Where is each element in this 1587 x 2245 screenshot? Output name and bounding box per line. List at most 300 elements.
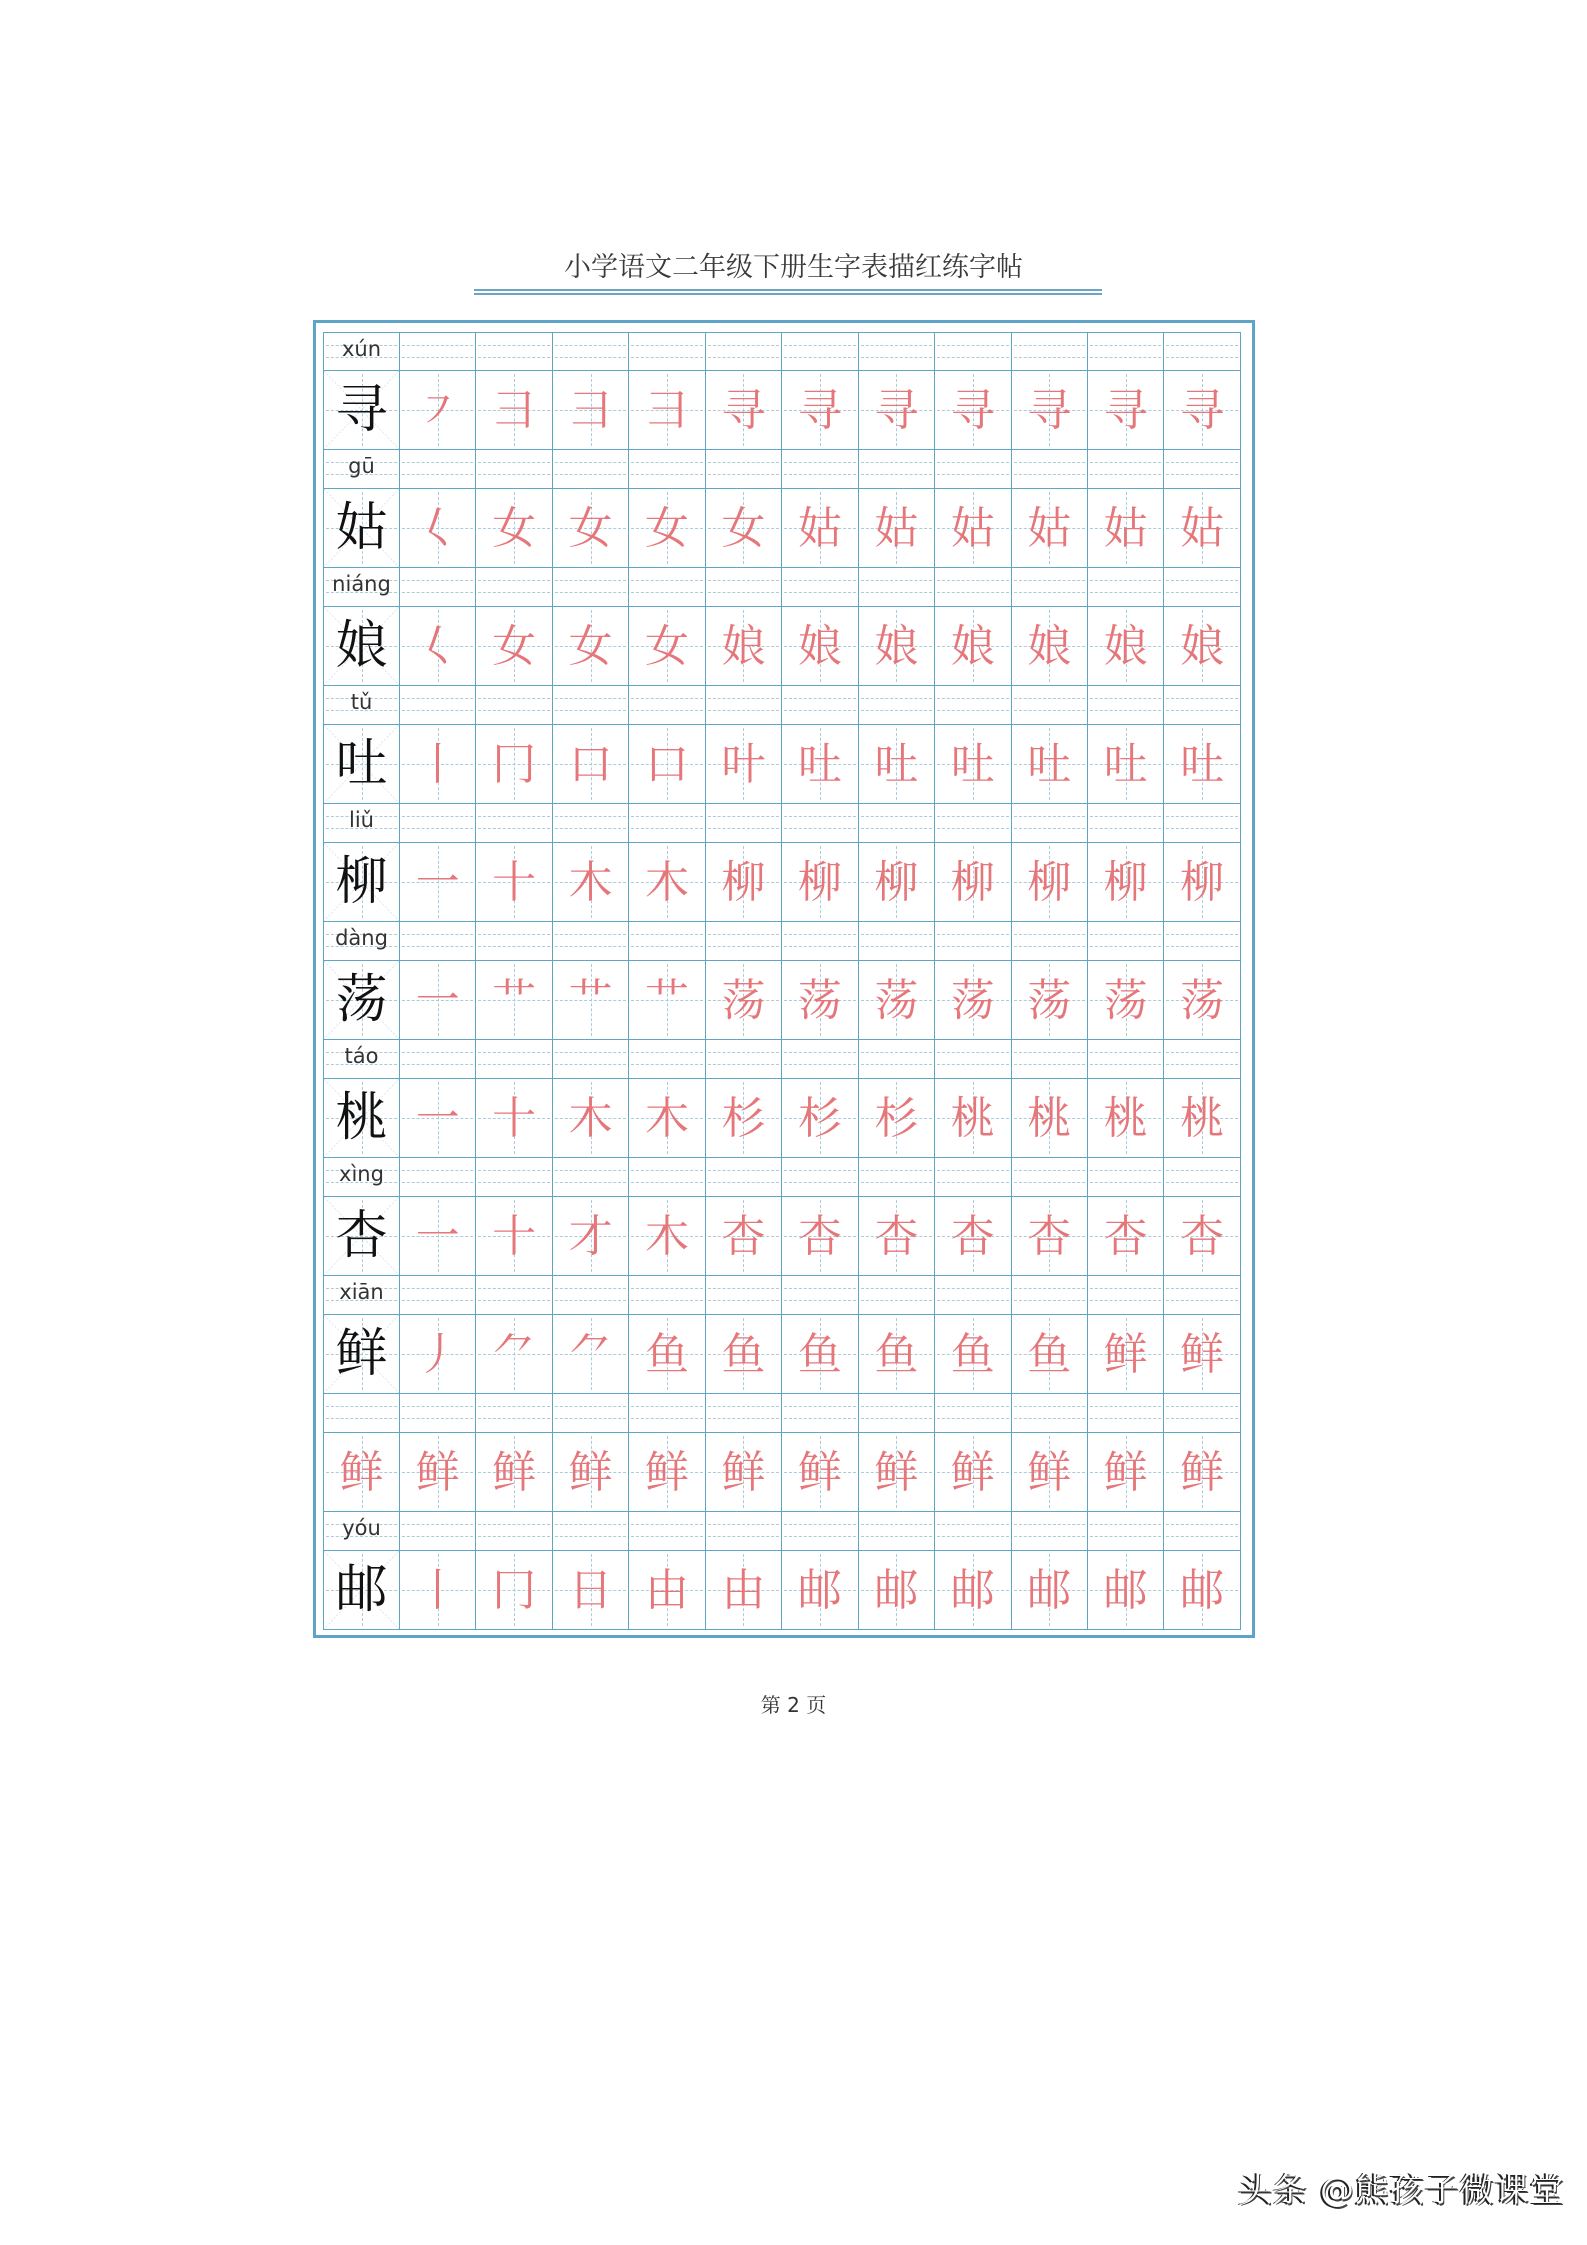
stroke-step-character: 女 — [645, 621, 690, 672]
pinyin-blank-cell — [1012, 804, 1088, 843]
trace-cell — [629, 607, 705, 686]
pinyin-blank-cell — [1012, 1512, 1088, 1551]
stroke-step-character: 荡 — [950, 975, 995, 1026]
stroke-step-character: 才 — [568, 1211, 613, 1262]
title-underline — [474, 289, 1102, 295]
pinyin-blank-cell — [1088, 1276, 1164, 1315]
pinyin-blank-cell — [1164, 1158, 1240, 1197]
pinyin-blank-cell — [782, 1394, 858, 1433]
trace-cell — [859, 1197, 935, 1276]
pinyin-blank-cell — [1012, 332, 1088, 371]
stroke-step-character: 吐 — [1103, 739, 1148, 790]
trace-cell — [400, 843, 476, 922]
pinyin-blank-cell — [706, 804, 782, 843]
pinyin-blank-cell — [476, 450, 552, 489]
model-character: 吐 — [335, 734, 388, 794]
trace-cell — [476, 1433, 552, 1512]
pinyin-blank-cell — [476, 804, 552, 843]
stroke-step-character: ⺕ — [492, 385, 537, 436]
stroke-step-character: 杏 — [1027, 1211, 1072, 1262]
pinyin-row — [323, 686, 1241, 725]
trace-cell — [782, 1315, 858, 1394]
stroke-step-character: 丿 — [415, 1329, 460, 1380]
pinyin-blank-cell — [935, 922, 1011, 961]
stroke-step-character: 𡿨 — [415, 621, 460, 672]
trace-cell — [1012, 1197, 1088, 1276]
stroke-step-character: 鲜 — [1027, 1447, 1072, 1498]
trace-cell — [400, 371, 476, 450]
trace-cell — [629, 1433, 705, 1512]
stroke-step-character: 荡 — [1103, 975, 1148, 1026]
pinyin-blank-cell — [1088, 922, 1164, 961]
trace-cell — [859, 1551, 935, 1630]
trace-cell — [782, 961, 858, 1040]
stroke-step-character: 姑 — [1103, 503, 1148, 554]
pinyin-blank-cell — [1164, 1276, 1240, 1315]
pinyin-blank-cell — [553, 1394, 629, 1433]
pinyin-blank-cell — [1164, 568, 1240, 607]
pinyin-blank-cell — [935, 1394, 1011, 1433]
pinyin-blank-cell — [859, 1158, 935, 1197]
pinyin-blank-cell — [629, 568, 705, 607]
character-row — [323, 371, 1241, 450]
trace-cell — [476, 1315, 552, 1394]
stroke-step-character: 吐 — [950, 739, 995, 790]
pinyin-label: tǔ — [350, 690, 373, 714]
stroke-step-character: 吐 — [797, 739, 842, 790]
stroke-step-character: 邮 — [1027, 1565, 1072, 1616]
pinyin-blank-cell — [400, 1512, 476, 1551]
trace-cell — [629, 843, 705, 922]
trace-cell — [782, 607, 858, 686]
model-character-cell — [323, 1551, 400, 1630]
stroke-step-character: 女 — [568, 503, 613, 554]
pinyin-blank-cell — [1088, 568, 1164, 607]
stroke-step-character: 鲜 — [568, 1447, 613, 1498]
trace-cell — [859, 371, 935, 450]
stroke-step-character: 寻 — [874, 385, 919, 436]
pinyin-blank-cell — [935, 686, 1011, 725]
stroke-step-character: 鲜 — [1180, 1447, 1225, 1498]
stroke-step-character: 杉 — [797, 1093, 842, 1144]
pinyin-cell — [323, 922, 400, 961]
pinyin-blank-cell — [1012, 450, 1088, 489]
pinyin-blank-cell — [859, 1394, 935, 1433]
pinyin-blank-cell — [859, 1512, 935, 1551]
pinyin-blank-cell — [706, 1394, 782, 1433]
model-character: 荡 — [335, 970, 388, 1030]
stroke-step-character: 寻 — [1180, 385, 1225, 436]
trace-cell — [1164, 1315, 1240, 1394]
pinyin-label: niáng — [332, 572, 391, 596]
trace-cell — [782, 1433, 858, 1512]
stroke-step-character: 柳 — [721, 857, 766, 908]
pinyin-blank-cell — [629, 332, 705, 371]
pinyin-row — [323, 1158, 1241, 1197]
pinyin-blank-cell — [1012, 1158, 1088, 1197]
pinyin-blank-cell — [935, 1158, 1011, 1197]
stroke-step-character: 荡 — [1027, 975, 1072, 1026]
pinyin-blank-cell — [476, 1158, 552, 1197]
pinyin-label: xìng — [339, 1162, 384, 1186]
pinyin-blank-cell — [1012, 1276, 1088, 1315]
trace-cell — [629, 725, 705, 804]
pinyin-blank-cell — [706, 450, 782, 489]
pinyin-blank-cell — [1164, 332, 1240, 371]
stroke-step-character: 𡿨 — [415, 503, 460, 554]
pinyin-blank-cell — [1164, 1394, 1240, 1433]
stroke-step-character: ⺈ — [568, 1329, 613, 1380]
pinyin-blank-cell — [782, 1512, 858, 1551]
trace-cell — [1164, 961, 1240, 1040]
character-row — [323, 607, 1241, 686]
pinyin-blank-cell — [935, 1276, 1011, 1315]
model-character: 娘 — [335, 616, 388, 676]
trace-cell — [553, 1315, 629, 1394]
stroke-step-character: 由 — [645, 1565, 690, 1616]
stroke-step-character: 鲜 — [950, 1447, 995, 1498]
pinyin-blank-cell — [400, 1394, 476, 1433]
pinyin-blank-cell — [859, 804, 935, 843]
model-character-cell — [323, 961, 400, 1040]
pinyin-blank-cell — [859, 332, 935, 371]
pinyin-blank-cell — [476, 686, 552, 725]
trace-cell — [1012, 1433, 1088, 1512]
stroke-step-character: 寻 — [1027, 385, 1072, 436]
pinyin-blank-cell — [629, 804, 705, 843]
trace-cell — [1164, 607, 1240, 686]
pinyin-row — [323, 332, 1241, 371]
pinyin-cell — [323, 332, 400, 371]
stroke-step-character: 邮 — [874, 1565, 919, 1616]
pinyin-row — [323, 1040, 1241, 1079]
trace-cell — [782, 371, 858, 450]
stroke-step-character: 娘 — [1027, 621, 1072, 672]
trace-cell — [782, 1079, 858, 1158]
stroke-step-character: 柳 — [1103, 857, 1148, 908]
stroke-step-character: 鱼 — [1027, 1329, 1072, 1380]
trace-cell — [1164, 371, 1240, 450]
pinyin-blank-cell — [706, 1512, 782, 1551]
pinyin-blank-cell — [476, 1040, 552, 1079]
trace-cell — [1164, 725, 1240, 804]
trace-cell — [553, 961, 629, 1040]
pinyin-blank-cell — [553, 804, 629, 843]
model-character: 鲜 — [335, 1324, 388, 1384]
pinyin-label: xún — [341, 337, 382, 361]
pinyin-cell — [323, 686, 400, 725]
pinyin-blank-cell — [935, 1512, 1011, 1551]
model-character-cell — [323, 725, 400, 804]
pinyin-blank-cell — [859, 1040, 935, 1079]
trace-cell — [782, 489, 858, 568]
trace-cell — [1012, 843, 1088, 922]
trace-cell — [706, 1315, 782, 1394]
trace-cell — [553, 843, 629, 922]
trace-cell — [1088, 843, 1164, 922]
trace-cell — [859, 961, 935, 1040]
trace-cell — [400, 1433, 476, 1512]
stroke-step-character: 娘 — [1103, 621, 1148, 672]
stroke-step-character: 口 — [645, 739, 690, 790]
trace-cell — [476, 371, 552, 450]
stroke-step-character: 一 — [415, 975, 460, 1026]
pinyin-blank-cell — [553, 332, 629, 371]
trace-cell — [706, 843, 782, 922]
pinyin-blank-cell — [706, 568, 782, 607]
stroke-step-character: 女 — [492, 503, 537, 554]
model-character: 姑 — [335, 498, 388, 558]
pinyin-blank-cell — [782, 686, 858, 725]
pinyin-blank-cell — [476, 568, 552, 607]
trace-cell — [629, 1315, 705, 1394]
stroke-step-character: 邮 — [1180, 1565, 1225, 1616]
trace-cell — [935, 371, 1011, 450]
model-character-cell — [323, 843, 400, 922]
trace-cell — [400, 607, 476, 686]
pinyin-blank-cell — [1088, 1158, 1164, 1197]
pinyin-blank-cell — [706, 922, 782, 961]
stroke-step-character: 吐 — [874, 739, 919, 790]
pinyin-blank-cell — [1088, 332, 1164, 371]
stroke-step-character: 杏 — [797, 1211, 842, 1262]
stroke-step-character: 姑 — [874, 503, 919, 554]
pinyin-blank-cell — [1164, 686, 1240, 725]
stroke-step-character: 荡 — [721, 975, 766, 1026]
trace-cell — [935, 843, 1011, 922]
trace-cell — [1164, 1197, 1240, 1276]
trace-cell — [629, 489, 705, 568]
trace-cell — [1012, 489, 1088, 568]
pinyin-blank-cell — [706, 1276, 782, 1315]
trace-cell — [859, 1433, 935, 1512]
pinyin-blank-cell — [629, 922, 705, 961]
pinyin-blank-cell — [400, 1040, 476, 1079]
trace-cell — [553, 1197, 629, 1276]
trace-cell — [400, 1197, 476, 1276]
stroke-step-character: 杏 — [950, 1211, 995, 1262]
pinyin-label: gū — [348, 454, 375, 478]
pinyin-blank-cell — [1012, 686, 1088, 725]
stroke-step-character: 鱼 — [645, 1329, 690, 1380]
stroke-step-character: 鲜 — [797, 1447, 842, 1498]
pinyin-cell — [323, 1394, 400, 1433]
pinyin-blank-cell — [706, 332, 782, 371]
stroke-step-character: 杏 — [1103, 1211, 1148, 1262]
trace-cell — [935, 489, 1011, 568]
pinyin-blank-cell — [553, 1512, 629, 1551]
pinyin-blank-cell — [476, 1512, 552, 1551]
stroke-step-character: 鲜 — [339, 1447, 384, 1498]
trace-cell — [1088, 1315, 1164, 1394]
stroke-step-character: 吐 — [1027, 739, 1072, 790]
stroke-step-character: 荡 — [874, 975, 919, 1026]
trace-cell — [476, 489, 552, 568]
pinyin-blank-cell — [1012, 1394, 1088, 1433]
model-character-cell — [323, 1315, 400, 1394]
stroke-step-character: 邮 — [950, 1565, 995, 1616]
stroke-step-character: ⺈ — [492, 1329, 537, 1380]
trace-cell — [1164, 1551, 1240, 1630]
trace-cell — [1164, 1079, 1240, 1158]
stroke-step-character: 十 — [492, 1093, 537, 1144]
pinyin-blank-cell — [859, 568, 935, 607]
trace-cell — [935, 725, 1011, 804]
trace-cell — [1012, 961, 1088, 1040]
pinyin-label: táo — [344, 1044, 379, 1068]
stroke-step-character: 口 — [568, 739, 613, 790]
pinyin-blank-cell — [400, 922, 476, 961]
pinyin-blank-cell — [629, 1276, 705, 1315]
trace-cell — [1012, 725, 1088, 804]
pinyin-row — [323, 1276, 1241, 1315]
pinyin-blank-cell — [400, 1276, 476, 1315]
trace-cell — [706, 1433, 782, 1512]
pinyin-row — [323, 1394, 1241, 1433]
trace-cell — [1012, 1551, 1088, 1630]
model-character-cell — [323, 1079, 400, 1158]
stroke-step-character: 鱼 — [797, 1329, 842, 1380]
stroke-step-character: 杏 — [1180, 1211, 1225, 1262]
pinyin-cell — [323, 1276, 400, 1315]
pinyin-blank-cell — [629, 1394, 705, 1433]
stroke-step-character: 彐 — [568, 385, 613, 436]
trace-cell — [629, 1197, 705, 1276]
trace-cell — [476, 961, 552, 1040]
trace-cell — [400, 1079, 476, 1158]
stroke-step-character: 姑 — [1180, 503, 1225, 554]
stroke-step-character: 鱼 — [721, 1329, 766, 1380]
trace-cell — [706, 371, 782, 450]
character-row — [323, 489, 1241, 568]
stroke-step-character: 艹 — [645, 975, 690, 1026]
trace-cell — [1088, 489, 1164, 568]
trace-cell — [859, 1079, 935, 1158]
pinyin-blank-cell — [1164, 804, 1240, 843]
pinyin-blank-cell — [400, 568, 476, 607]
model-character: 杏 — [335, 1206, 388, 1266]
pinyin-blank-cell — [1012, 922, 1088, 961]
trace-cell — [1012, 371, 1088, 450]
trace-cell — [706, 607, 782, 686]
stroke-step-character: 鲜 — [1180, 1329, 1225, 1380]
pinyin-blank-cell — [476, 922, 552, 961]
stroke-step-character: 桃 — [1103, 1093, 1148, 1144]
stroke-step-character: 柳 — [950, 857, 995, 908]
trace-cell — [1088, 1551, 1164, 1630]
stroke-step-character: 鲜 — [1103, 1447, 1148, 1498]
trace-cell — [782, 725, 858, 804]
stroke-step-character: 邮 — [797, 1565, 842, 1616]
pinyin-blank-cell — [782, 568, 858, 607]
stroke-step-character: 邮 — [1103, 1565, 1148, 1616]
trace-cell — [782, 1551, 858, 1630]
pinyin-row — [323, 450, 1241, 489]
stroke-step-character: 娘 — [874, 621, 919, 672]
stroke-step-character: 冂 — [492, 739, 537, 790]
trace-cell — [1088, 961, 1164, 1040]
pinyin-blank-cell — [1164, 1040, 1240, 1079]
pinyin-label: yóu — [342, 1516, 381, 1540]
stroke-step-character: 艹 — [568, 975, 613, 1026]
trace-cell — [553, 1433, 629, 1512]
trace-cell — [323, 1433, 400, 1512]
trace-cell — [476, 843, 552, 922]
pinyin-cell — [323, 568, 400, 607]
stroke-step-character: 丨 — [415, 1565, 460, 1616]
stroke-step-character: 鱼 — [950, 1329, 995, 1380]
stroke-step-character: 叶 — [721, 739, 766, 790]
trace-cell — [935, 1551, 1011, 1630]
stroke-step-character: 娘 — [950, 621, 995, 672]
trace-cell — [553, 1079, 629, 1158]
pinyin-row — [323, 1512, 1241, 1551]
pinyin-blank-cell — [553, 450, 629, 489]
model-character-cell — [323, 371, 400, 450]
stroke-step-character: 鱼 — [874, 1329, 919, 1380]
character-row — [323, 1315, 1241, 1394]
model-character-cell — [323, 489, 400, 568]
model-character-cell — [323, 1197, 400, 1276]
pinyin-blank-cell — [782, 804, 858, 843]
pinyin-blank-cell — [1012, 568, 1088, 607]
pinyin-blank-cell — [1088, 450, 1164, 489]
stroke-step-character: 桃 — [1027, 1093, 1072, 1144]
stroke-step-character: 鲜 — [1103, 1329, 1148, 1380]
pinyin-blank-cell — [1088, 1512, 1164, 1551]
trace-cell — [400, 961, 476, 1040]
character-row — [323, 1433, 1241, 1512]
model-character: 寻 — [335, 380, 388, 440]
pinyin-blank-cell — [782, 922, 858, 961]
model-character: 桃 — [335, 1088, 388, 1148]
stroke-step-character: 冂 — [492, 1565, 537, 1616]
trace-cell — [476, 1197, 552, 1276]
trace-cell — [706, 489, 782, 568]
trace-cell — [553, 1551, 629, 1630]
stroke-step-character: 吐 — [1180, 739, 1225, 790]
stroke-step-character: 一 — [415, 1211, 460, 1262]
stroke-step-character: 木 — [645, 1093, 690, 1144]
stroke-step-character: 一 — [415, 857, 460, 908]
stroke-step-character: 鲜 — [721, 1447, 766, 1498]
pinyin-blank-cell — [629, 1040, 705, 1079]
trace-cell — [476, 1079, 552, 1158]
pinyin-blank-cell — [400, 450, 476, 489]
trace-cell — [782, 843, 858, 922]
pinyin-blank-cell — [859, 922, 935, 961]
trace-cell — [553, 607, 629, 686]
pinyin-blank-cell — [782, 332, 858, 371]
trace-cell — [1012, 1079, 1088, 1158]
stroke-step-character: 杏 — [721, 1211, 766, 1262]
stroke-step-character: 寻 — [721, 385, 766, 436]
stroke-step-character: 寻 — [1103, 385, 1148, 436]
stroke-step-character: 女 — [568, 621, 613, 672]
trace-cell — [476, 1551, 552, 1630]
pinyin-blank-cell — [629, 1158, 705, 1197]
pinyin-blank-cell — [553, 1276, 629, 1315]
stroke-step-character: 鲜 — [645, 1447, 690, 1498]
pinyin-blank-cell — [935, 332, 1011, 371]
stroke-step-character: 艹 — [492, 975, 537, 1026]
trace-cell — [553, 725, 629, 804]
stroke-step-character: 柳 — [797, 857, 842, 908]
stroke-step-character: 十 — [492, 857, 537, 908]
pinyin-cell — [323, 804, 400, 843]
trace-cell — [935, 1197, 1011, 1276]
trace-cell — [935, 607, 1011, 686]
